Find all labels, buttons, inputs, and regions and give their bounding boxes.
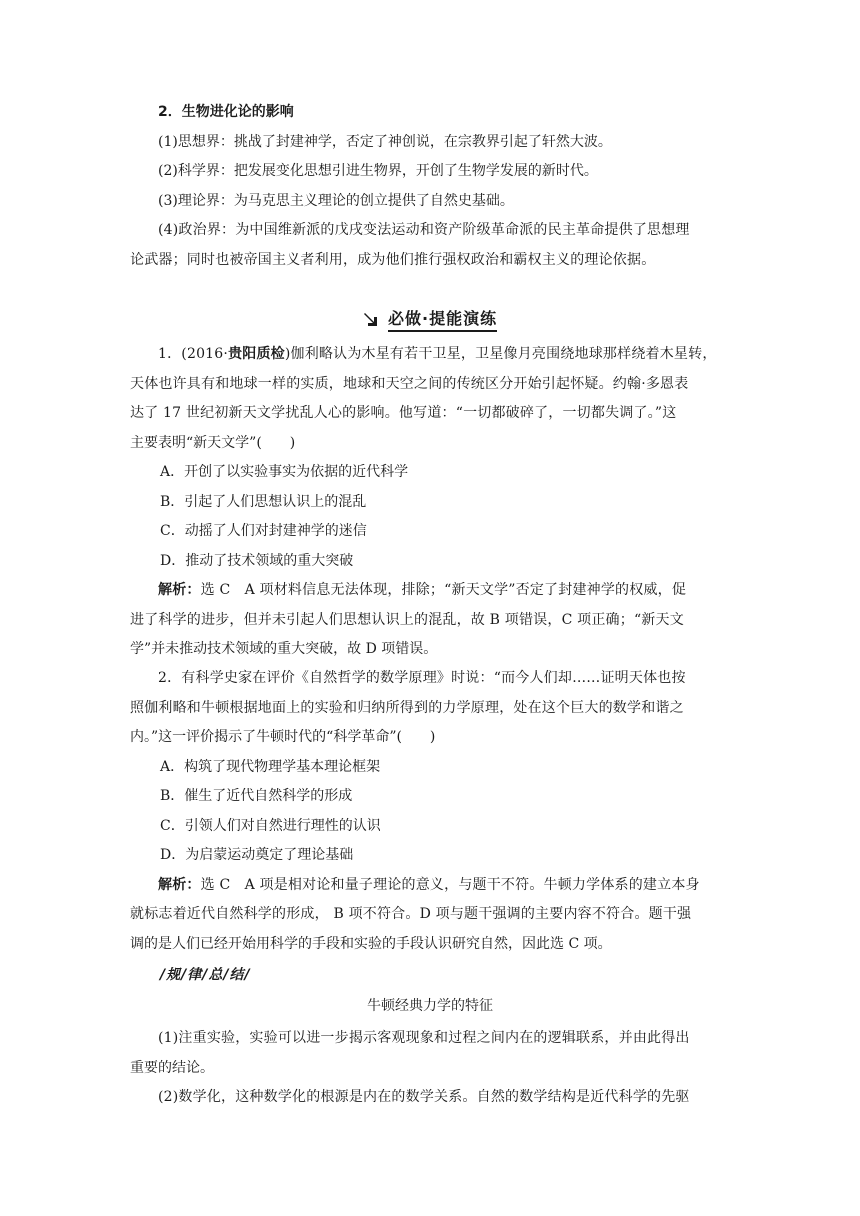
q1-line-2: 天体也许具有和地球一样的实质，地球和天空之间的传统区分开始引起怀疑。约翰·多恩表: [130, 375, 689, 392]
q1-analysis-line-1: [130, 576, 730, 606]
q1-number: 1．(2016·: [158, 346, 229, 362]
q1-analysis-label: 解析：: [158, 582, 201, 598]
q1-source: 贵阳质检: [228, 346, 285, 362]
q2-analysis-line-3: 调的是人们已经开始用科学的手段和实验的手段认识研究自然，因此选 C 项。: [130, 935, 612, 952]
question-2: [130, 664, 730, 959]
practice-banner: [362, 304, 497, 334]
q2-option-a: A．构筑了现代物理学基本理论框架: [160, 758, 381, 775]
section-evolution-influence: [130, 98, 730, 275]
q2-line-3: 内。”这一评价揭示了牛顿时代的“科学革命”( ): [130, 729, 436, 745]
summary-p1-line-1: (1)注重实验，实验可以进一步揭示客观现象和过程之间内在的逻辑联系，并由此得出: [158, 1030, 690, 1046]
q2-analysis-label: 解析：: [158, 876, 201, 893]
q1-line-3: 达了 17 世纪初新天文学扰乱人心的影响。他写道：“一切都破碎了，一切都失调了。”这: [130, 405, 677, 421]
q1-line-1: [130, 340, 730, 370]
arrow-icon: [362, 309, 382, 329]
banner-label: 必做·提能演练: [388, 306, 497, 332]
q2-analysis-text-1: 选 C A 项是相对论和量子理论的意义，与题干不符。牛顿力学体系的建立本身: [200, 876, 700, 893]
q1-option-a: A．开创了以实验事实为依据的近代科学: [160, 464, 409, 480]
q1-analysis-line-2: 进了科学的进步，但并未引起人们思想认识上的混乱，故 B 项错误，C 项正确；“新天文: [130, 611, 684, 628]
q1-option-d: D．推动了技术领域的重大突破: [160, 552, 354, 569]
question-1: [130, 340, 730, 665]
q2-analysis-line-2: 就标志着近代自然科学的形成， B 项不符合。D 项与题干强调的主要内容不符合。题干强: [130, 906, 692, 922]
q2-line-2: 照伽利略和牛顿根据地面上的实验和归纳所得到的力学原理，处在这个巨大的数学和谐之: [130, 699, 684, 716]
q2-option-b: B．催生了近代自然科学的形成: [160, 788, 353, 804]
summary-body: [130, 1024, 730, 1113]
influence-item-4-cont: 论武器；同时也被帝国主义者利用，成为他们推行强权政治和霸权主义的理论依据。: [130, 251, 656, 268]
q1-analysis-text-1: 选 C A 项材料信息无法体现，排除；“新天文学”否定了封建神学的权威，促: [200, 582, 687, 598]
q2-option-c: C．引领人们对自然进行理性的认识: [160, 817, 381, 834]
q2-option-d: D．为启蒙运动奠定了理论基础: [160, 847, 354, 863]
influence-item-4: (4)政治界：为中国维新派的戊戌变法运动和资产阶级革命派的民主革命提供了思想理: [158, 222, 690, 238]
influence-item-3: (3)理论界：为马克思主义理论的创立提供了自然史基础。: [158, 192, 514, 209]
q1-line-1-rest: )伽利略认为木星有若干卫星，卫星像月亮围绕地球那样绕着木星转，: [284, 346, 717, 362]
section-heading: 2．生物进化论的影响: [158, 104, 294, 120]
summary-tag: /规/律/总/结/: [160, 967, 251, 983]
q1-analysis-line-3: 学”并未推动技术领域的重大突破，故 D 项错误。: [130, 641, 438, 657]
influence-item-2: (2)科学界：把发展变化思想引进生物界，开创了生物学发展的新时代。: [158, 163, 598, 179]
q1-option-b: B．引起了人们思想认识上的混乱: [160, 493, 367, 510]
q1-line-4: 主要表明“新天文学”( ): [130, 434, 296, 451]
summary-title: 牛顿经典力学的特征: [367, 998, 493, 1014]
q1-option-c: C．动摇了人们对封建神学的迷信: [160, 523, 367, 539]
q2-analysis-line-1: [130, 871, 730, 901]
summary-p1-line-2: 重要的结论。: [130, 1059, 214, 1076]
q2-line-1: 2．有科学史家在评价《自然哲学的数学原理》时说：“而今人们却……证明天体也按: [158, 670, 686, 686]
influence-item-1: (1)思想界：挑战了封建神学，否定了神创说，在宗教界引起了轩然大波。: [158, 133, 612, 150]
summary-p2-line-1: (2)数学化，这种数学化的根源是内在的数学关系。自然的数学结构是近代科学的先驱: [158, 1089, 690, 1105]
